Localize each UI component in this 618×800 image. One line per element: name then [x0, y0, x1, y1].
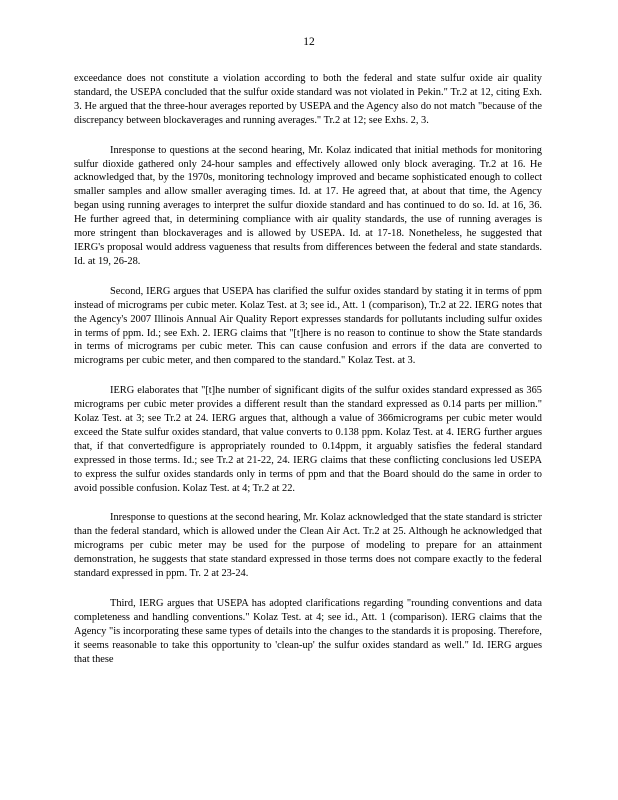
paragraph-1: exceedance does not constitute a violation according to both the federal and state sulfur oxide air quality standard, the USEPA concluded that the sulfur oxide standard was not violated in Pekin." Tr.2 at 12, citing Exh. 3. He argued that the three-hour averages reported by USEPA and the Agency also do not match "because of the discrepancy between blockaverages and running averages." Tr.2 at 12; see Exhs. 2, 3. [74, 73, 542, 126]
paragraph-3: Second, IERG argues that USEPA has clarified the sulfur oxides standard by stating it in terms of ppm instead of micrograms per cubic meter. Kolaz Test. at 3; see id., Att. 1 (comparison), Tr.2 at 22. IERG notes that the Agency's 2007 Illinois Annual Air Quality Report expresses standards for pollutants including sulfur oxides in terms of ppm. Id.; see Exh. 2. IERG claims that "[t]here is no reason to continue to show the State standards in terms of micrograms per cubic meter. This can cause confusion and errors if the data are converted to micrograms per cubic meter, and then compared to the standard." Kolaz Test. at 3. [74, 285, 542, 367]
paragraph-4: IERG elaborates that "[t]he number of significant digits of the sulfur oxides standard expressed as 365 micrograms per cubic meter provides a different result than the standard expressed as 0.14 parts per million." Kolaz Test. at 3; see Tr.2 at 24. IERG argues that, although a value of 366micrograms per cubic meter would exceed the State sulfur oxides standard, that value converts to 0.138 ppm. Kolaz Test. at 4. IERG further argues that, if that convertedfigure is appropriately rounded to 0.14ppm, it arguably satisfies the federal standard expressed in those terms. Id.; see Tr.2 at 21-22, 24. IERG claims that these conflicting conclusions led USEPA to express the sulfur oxides standards only in terms of ppm and that the Board should do the same in order to avoid possible confusion. Kolaz Test. at 4; Tr.2 at 22. [74, 385, 542, 494]
paragraph-2: Inresponse to questions at the second hearing, Mr. Kolaz indicated that initial methods for monitoring sulfur dioxide gathered only 24-hour samples and effectively allowed only block averaging. Tr.2 at 16. He acknowledged that, by the 1970s, monitoring technology improved and became sophisticated enough to collect smaller samples and allow smaller averaging times. Id. at 17. He agreed that, at about that time, the Agency began using running averages to interpret the sulfur dioxide standard and has continued to do so. Id. at 16, 36. He further agreed that, in determining compliance with air quality standards, the use of running averages is more stringent than blockaverages and is allowed by USEPA. Id. at 17-18. Nonetheless, he suggested that IERG's proposal would address vagueness that results from differences between the federal and state standards. Id. at 19, 26-28. [74, 144, 542, 267]
paragraph-5: Inresponse to questions at the second hearing, Mr. Kolaz acknowledged that the state standard is stricter than the federal standard, which is allowed under the Clean Air Act. Tr.2 at 25. Although he acknowledged that micrograms per cubic meter may be used for the purpose of modeling to prepare for an attainment demonstration, he suggests that state standard expressed in those terms does not compare exactly to the federal standard expressed in ppm. Tr. 2 at 23-24. [74, 512, 542, 580]
paragraph-6: Third, IERG argues that USEPA has adopted clarifications regarding "rounding conventions and data completeness and handling conventions." Kolaz Test. at 4; see id., Att. 1 (comparison). IERG claims that the Agency "is incorporating these same types of details into the changes to the standards it is proposing. Therefore, it seems reasonable to take this opportunity to 'clean-up' the sulfur oxides standard as well." Id. IERG argues that these [74, 598, 542, 665]
page-number: 12 [303, 36, 315, 48]
body-text [74, 72, 542, 683]
